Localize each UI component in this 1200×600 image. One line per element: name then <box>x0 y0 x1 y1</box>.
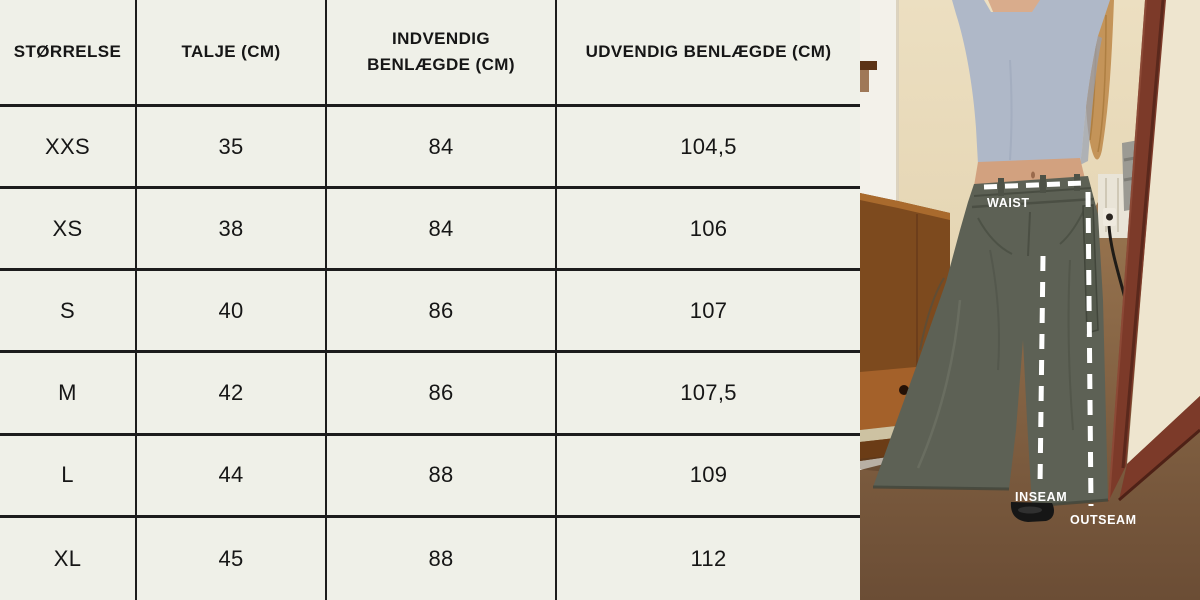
inseam-cell: 84 <box>327 189 557 271</box>
shoe-highlight <box>1018 507 1042 514</box>
size-cell: XS <box>0 189 137 271</box>
inseam-cell: 84 <box>327 107 557 189</box>
outseam-cell: 109 <box>557 436 860 518</box>
outseam-cell: 107 <box>557 271 860 353</box>
outseam-cell: 107,5 <box>557 353 860 435</box>
waist-label: WAIST <box>987 196 1030 210</box>
shelf <box>860 61 877 70</box>
waist-cell: 44 <box>137 436 327 518</box>
hem-seam <box>873 487 1009 489</box>
header-cell-inseam: INDVENDIG BENLÆGDE (CM) <box>327 0 557 107</box>
size-cell: M <box>0 353 137 435</box>
header-cell-waist: TALJE (CM) <box>137 0 327 107</box>
size-cell: XXS <box>0 107 137 189</box>
header-cell-size: STØRRELSE <box>0 0 137 107</box>
waist-cell: 38 <box>137 189 327 271</box>
inseam-label: INSEAM <box>1015 490 1068 504</box>
waist-cell: 45 <box>137 518 327 600</box>
belt-loop <box>1040 175 1046 193</box>
belt-loop <box>998 178 1004 196</box>
outseam-cell: 106 <box>557 189 860 271</box>
waist-cell: 42 <box>137 353 327 435</box>
size-cell: S <box>0 271 137 353</box>
photo-illustration <box>860 0 1200 600</box>
outlet-socket <box>1106 214 1113 221</box>
inseam-cell: 88 <box>327 436 557 518</box>
inseam-line <box>1040 256 1043 486</box>
outseam-cell: 104,5 <box>557 107 860 189</box>
outseam-label: OUTSEAM <box>1070 513 1137 527</box>
product-photo <box>860 0 1200 600</box>
inseam-cell: 88 <box>327 518 557 600</box>
inseam-cell: 86 <box>327 353 557 435</box>
waist-cell: 40 <box>137 271 327 353</box>
waist-cell: 35 <box>137 107 327 189</box>
header-cell-outseam: UDVENDIG BENLÆGDE (CM) <box>557 0 860 107</box>
outseam-cell: 112 <box>690 545 727 571</box>
shelf-bracket <box>860 70 869 92</box>
size-cell: XL <box>0 518 137 600</box>
inseam-cell: 86 <box>327 271 557 353</box>
size-cell: L <box>0 436 137 518</box>
navel <box>1031 172 1035 179</box>
